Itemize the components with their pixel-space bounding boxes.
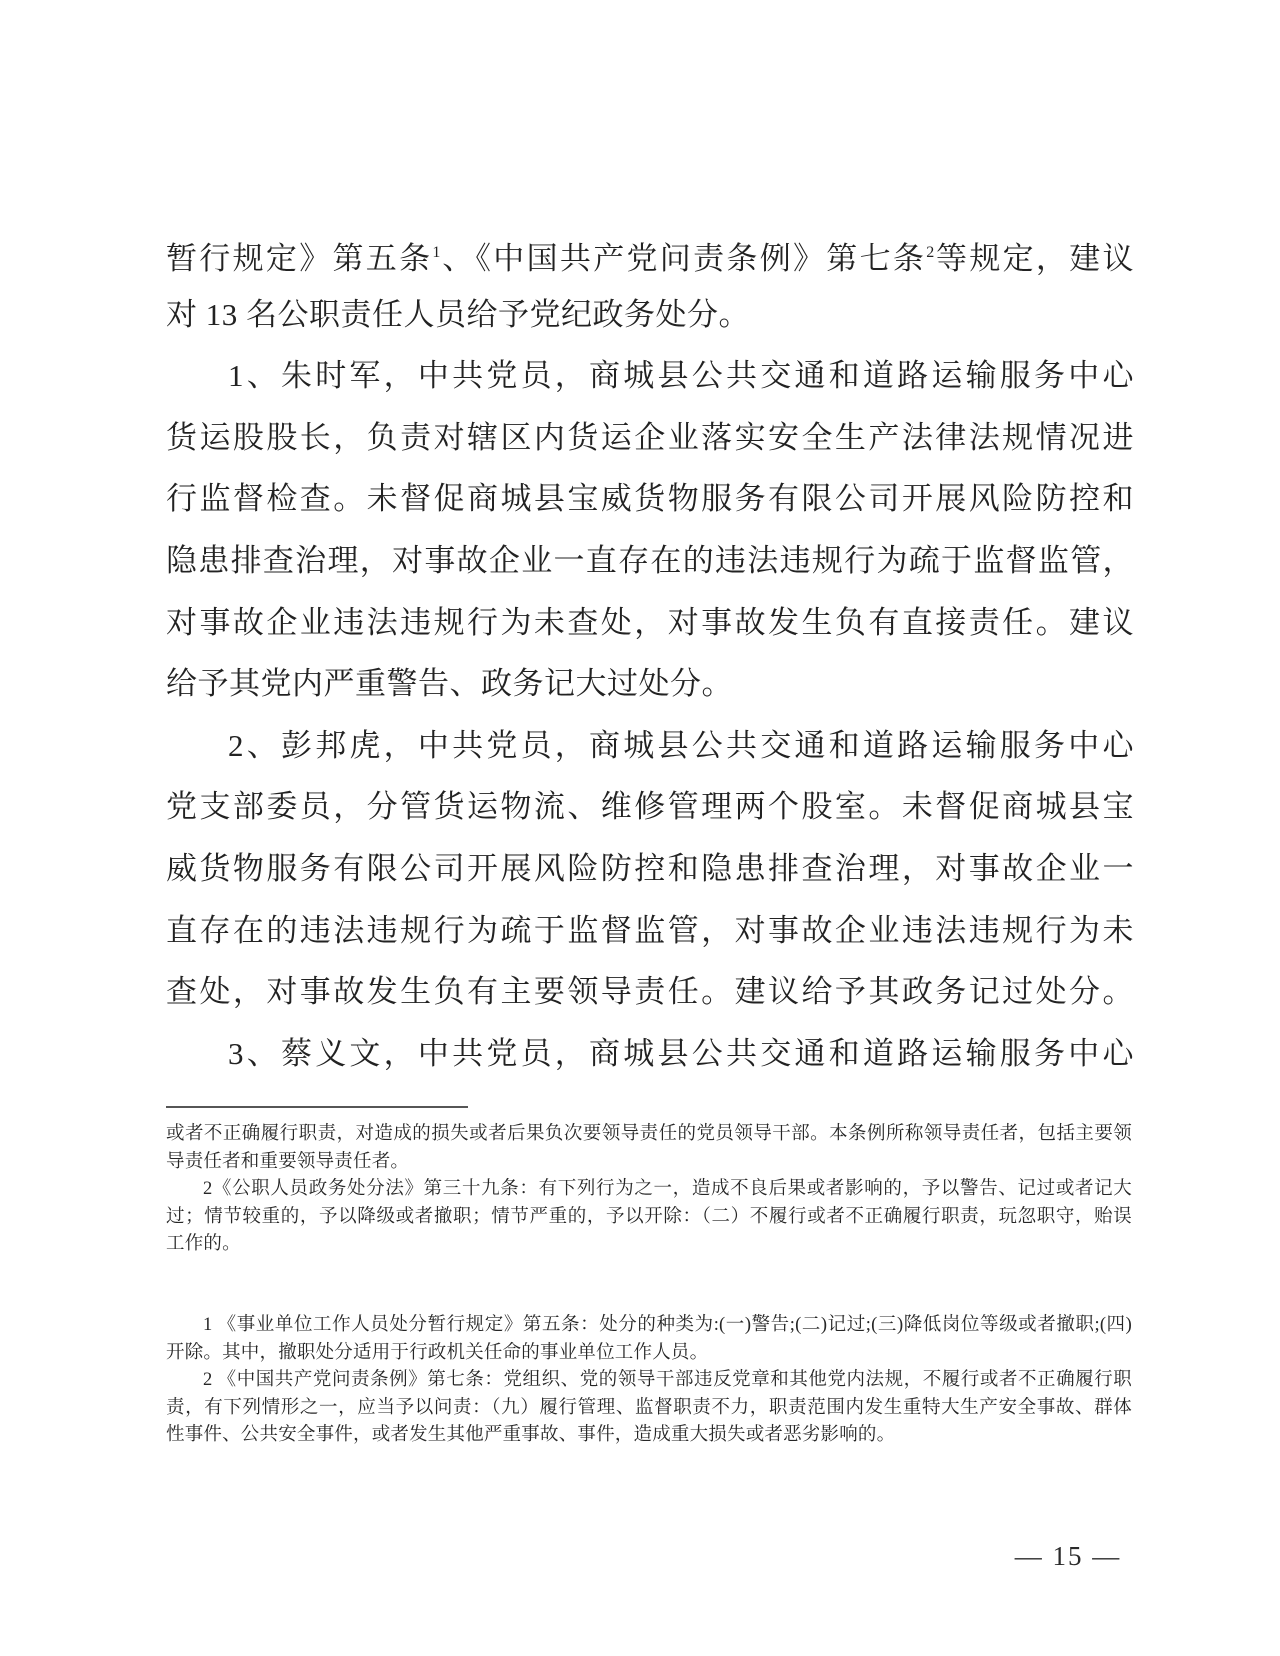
footnote-block-page — [166, 1312, 1132, 1450]
text-line: 对事故企业违法违规行为未查处，对事故发生负有直接责任。建议 — [166, 604, 1134, 640]
text-line: 给予其党内严重警告、政务记大过处分。 — [166, 666, 733, 702]
footnote-line: 2《公职人员政务处分法》第三十九条：有下列行为之一，造成不良后果或者影响的，予以警告、记过或者记大 — [203, 1179, 1132, 1200]
page-number: — 15 — — [1014, 1541, 1122, 1571]
paragraph-first-line: 3、蔡义文，中共党员，商城县公共交通和道路运输服务中心 — [228, 1035, 1134, 1071]
text-segment: 等规定，建议 — [934, 241, 1134, 276]
footnote-line: 责，有下列情形之一，应当予以问责：（九）履行管理、监督职责不力，职责范围内发生重特大生产安全事故、群体 — [166, 1397, 1132, 1418]
text-line: 隐患排查治理，对事故企业一直存在的违法违规行为疏于监督监管， — [166, 542, 1134, 578]
text-segment: 、《中国共产党问责条例》第七条 — [440, 241, 927, 276]
text-line: 威货物服务有限公司开展风险防控和隐患排查治理，对事故企业一 — [166, 850, 1134, 886]
text-line: 直存在的违法违规行为疏于监督监管，对事故企业违法违规行为未 — [166, 912, 1134, 948]
footnote-line: 导责任者和重要领导责任者。 — [166, 1151, 410, 1172]
document-body — [166, 222, 1134, 1084]
paragraph-first-line: 1、朱时军，中共党员，商城县公共交通和道路运输服务中心 — [228, 358, 1134, 394]
footnote-ref-2: 2 — [926, 244, 935, 261]
footnote-ref-1: 1 — [432, 244, 441, 261]
text-line: 党支部委员，分管货运物流、维修管理两个股室。未督促商城县宝 — [166, 789, 1134, 825]
footnote-line: 性事件、公共安全事件，或者发生其他严重事故、事件，造成重大损失或者恶劣影响的。 — [166, 1425, 896, 1446]
text-line: 行监督检查。未督促商城县宝威货物服务有限公司开展风险防控和 — [166, 481, 1134, 517]
footnote-line: 工作的。 — [166, 1234, 241, 1255]
text-segment: 暂行规定》第五条 — [166, 241, 433, 276]
footnote-separator — [166, 1106, 468, 1108]
text-line: 对 13 名公职责任人员给予党纪政务处分。 — [166, 296, 750, 332]
footnote-line: 过；情节较重的，予以降级或者撤职；情节严重的，予以开除：（二）不履行或者不正确履行职责，玩忽职守，贻误 — [166, 1206, 1132, 1227]
footnote-line: 开除。其中，撤职处分适用于行政机关任命的事业单位工作人员。 — [166, 1342, 709, 1363]
text-line — [166, 222, 1134, 284]
footnote-block-continued — [166, 1121, 1132, 1259]
footnote-line: 2 《中国共产党问责条例》第七条：党组织、党的领导干部违反党章和其他党内法规，不履行或者不正确履行职 — [203, 1370, 1132, 1391]
text-line: 查处，对事故发生负有主要领导责任。建议给予其政务记过处分。 — [166, 974, 1134, 1010]
footnote-line: 或者不正确履行职责，对造成的损失或者后果负次要领导责任的党员领导干部。本条例所称领导责任者，包括主要领 — [166, 1124, 1132, 1144]
text-line: 货运股股长，负责对辖区内货运企业落实安全生产法律法规情况进 — [166, 419, 1134, 455]
paragraph-first-line: 2、彭邦虎，中共党员，商城县公共交通和道路运输服务中心 — [228, 727, 1134, 763]
footnote-line: 1 《事业单位工作人员处分暂行规定》第五条：处分的种类为:(一)警告;(二)记过;(三)降低岗位等级或者撤职;(四) — [203, 1315, 1132, 1335]
